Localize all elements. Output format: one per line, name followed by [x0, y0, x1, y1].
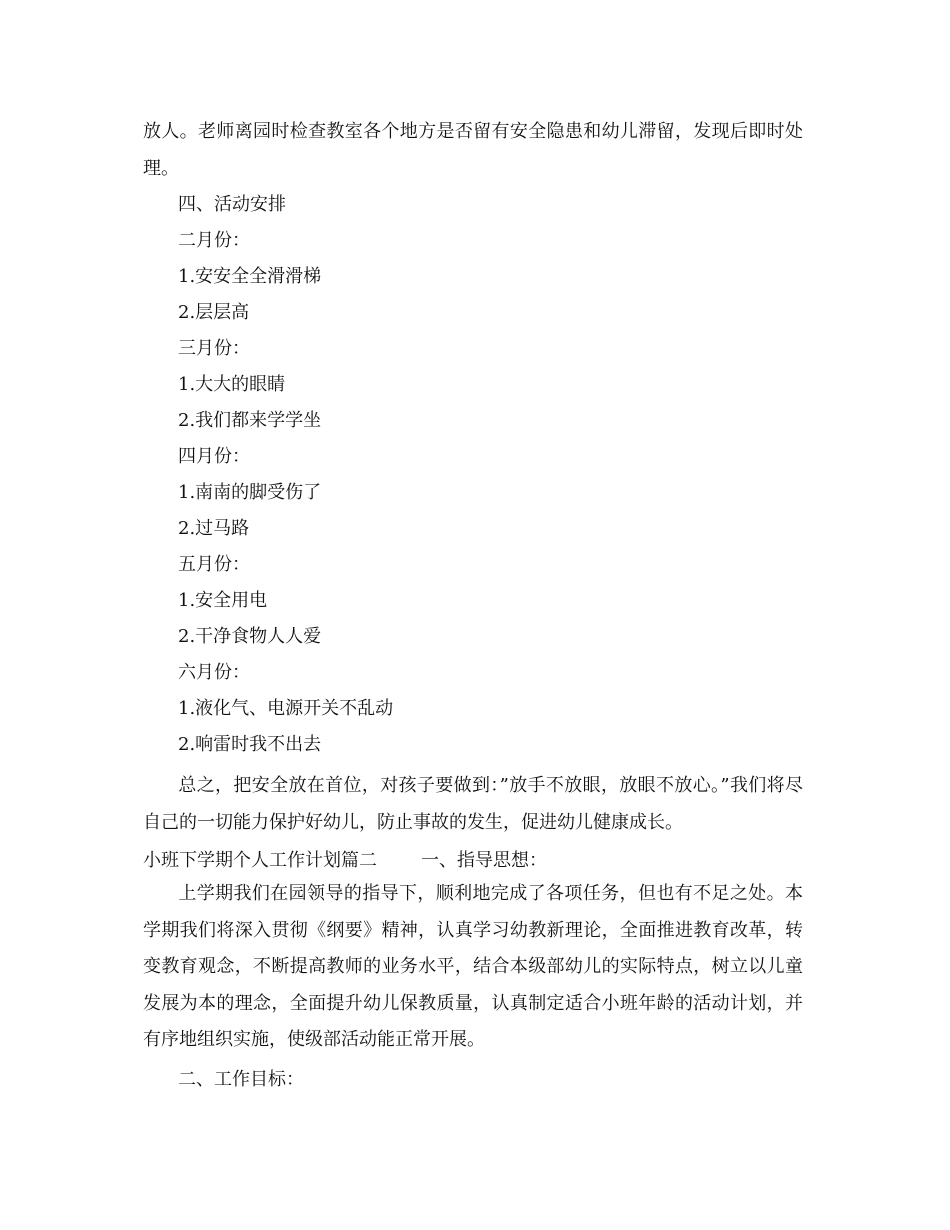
- month-label: 三月份：: [178, 338, 250, 359]
- activity-item: 1.安全用电: [178, 590, 268, 611]
- month-label: 二月份：: [178, 230, 250, 251]
- paragraph-continuation: 放人。老师离园时检查教室各个地方是否留有安全隐患和幼儿滞留，发现后即时处理。: [143, 121, 803, 179]
- section-title-two: [143, 849, 547, 873]
- plan-title: 小班下学期个人工作计划篇二: [143, 850, 377, 871]
- paragraph-summary: [143, 768, 803, 841]
- activity-item: 1.大大的眼睛: [178, 374, 286, 395]
- heading-activity-plan: 四、活动安排: [178, 194, 286, 215]
- activity-item: 2.干净食物人人爱: [178, 626, 322, 647]
- month-label: 四月份：: [178, 446, 250, 467]
- activity-item: 2.我们都来学学坐: [178, 410, 322, 431]
- activity-item: 2.响雷时我不出去: [178, 734, 322, 755]
- heading-guiding: 一、指导思想：: [421, 850, 547, 871]
- month-label: 五月份：: [178, 554, 250, 575]
- summary-text: 总之，把安全放在首位，对孩子要做到：”放手不放眼，放眼不放心。”我们将尽自己的一切能力保护好幼儿，防止事故的发生，促进幼儿健康成长。: [143, 775, 803, 833]
- activity-item: 2.过马路: [178, 518, 250, 539]
- activity-item: 1.安安全全滑滑梯: [178, 266, 322, 287]
- heading-work-goals: 二、工作目标：: [178, 1069, 304, 1090]
- month-label: 六月份：: [178, 662, 250, 683]
- activity-item: 2.层层高: [178, 302, 250, 323]
- activity-item: 1.液化气、电源开关不乱动: [178, 698, 394, 719]
- activity-item: 1.南南的脚受伤了: [178, 482, 322, 503]
- guiding-text: 上学期我们在园领导的指导下，顺利地完成了各项任务，但也有不足之处。本学期我们将深入贯彻《纲要》精神，认真学习幼教新理论，全面推进教育改革，转变教育观念，不断提高教师的业务水平，结合本级部幼儿的实际特点，树立以儿童发展为本的理念，全面提升幼儿保教质量，认真制定适合小班年龄的活动计划，并有序地组织实施，使级部活动能正常开展。: [143, 883, 803, 1050]
- paragraph-guiding: [143, 876, 803, 1059]
